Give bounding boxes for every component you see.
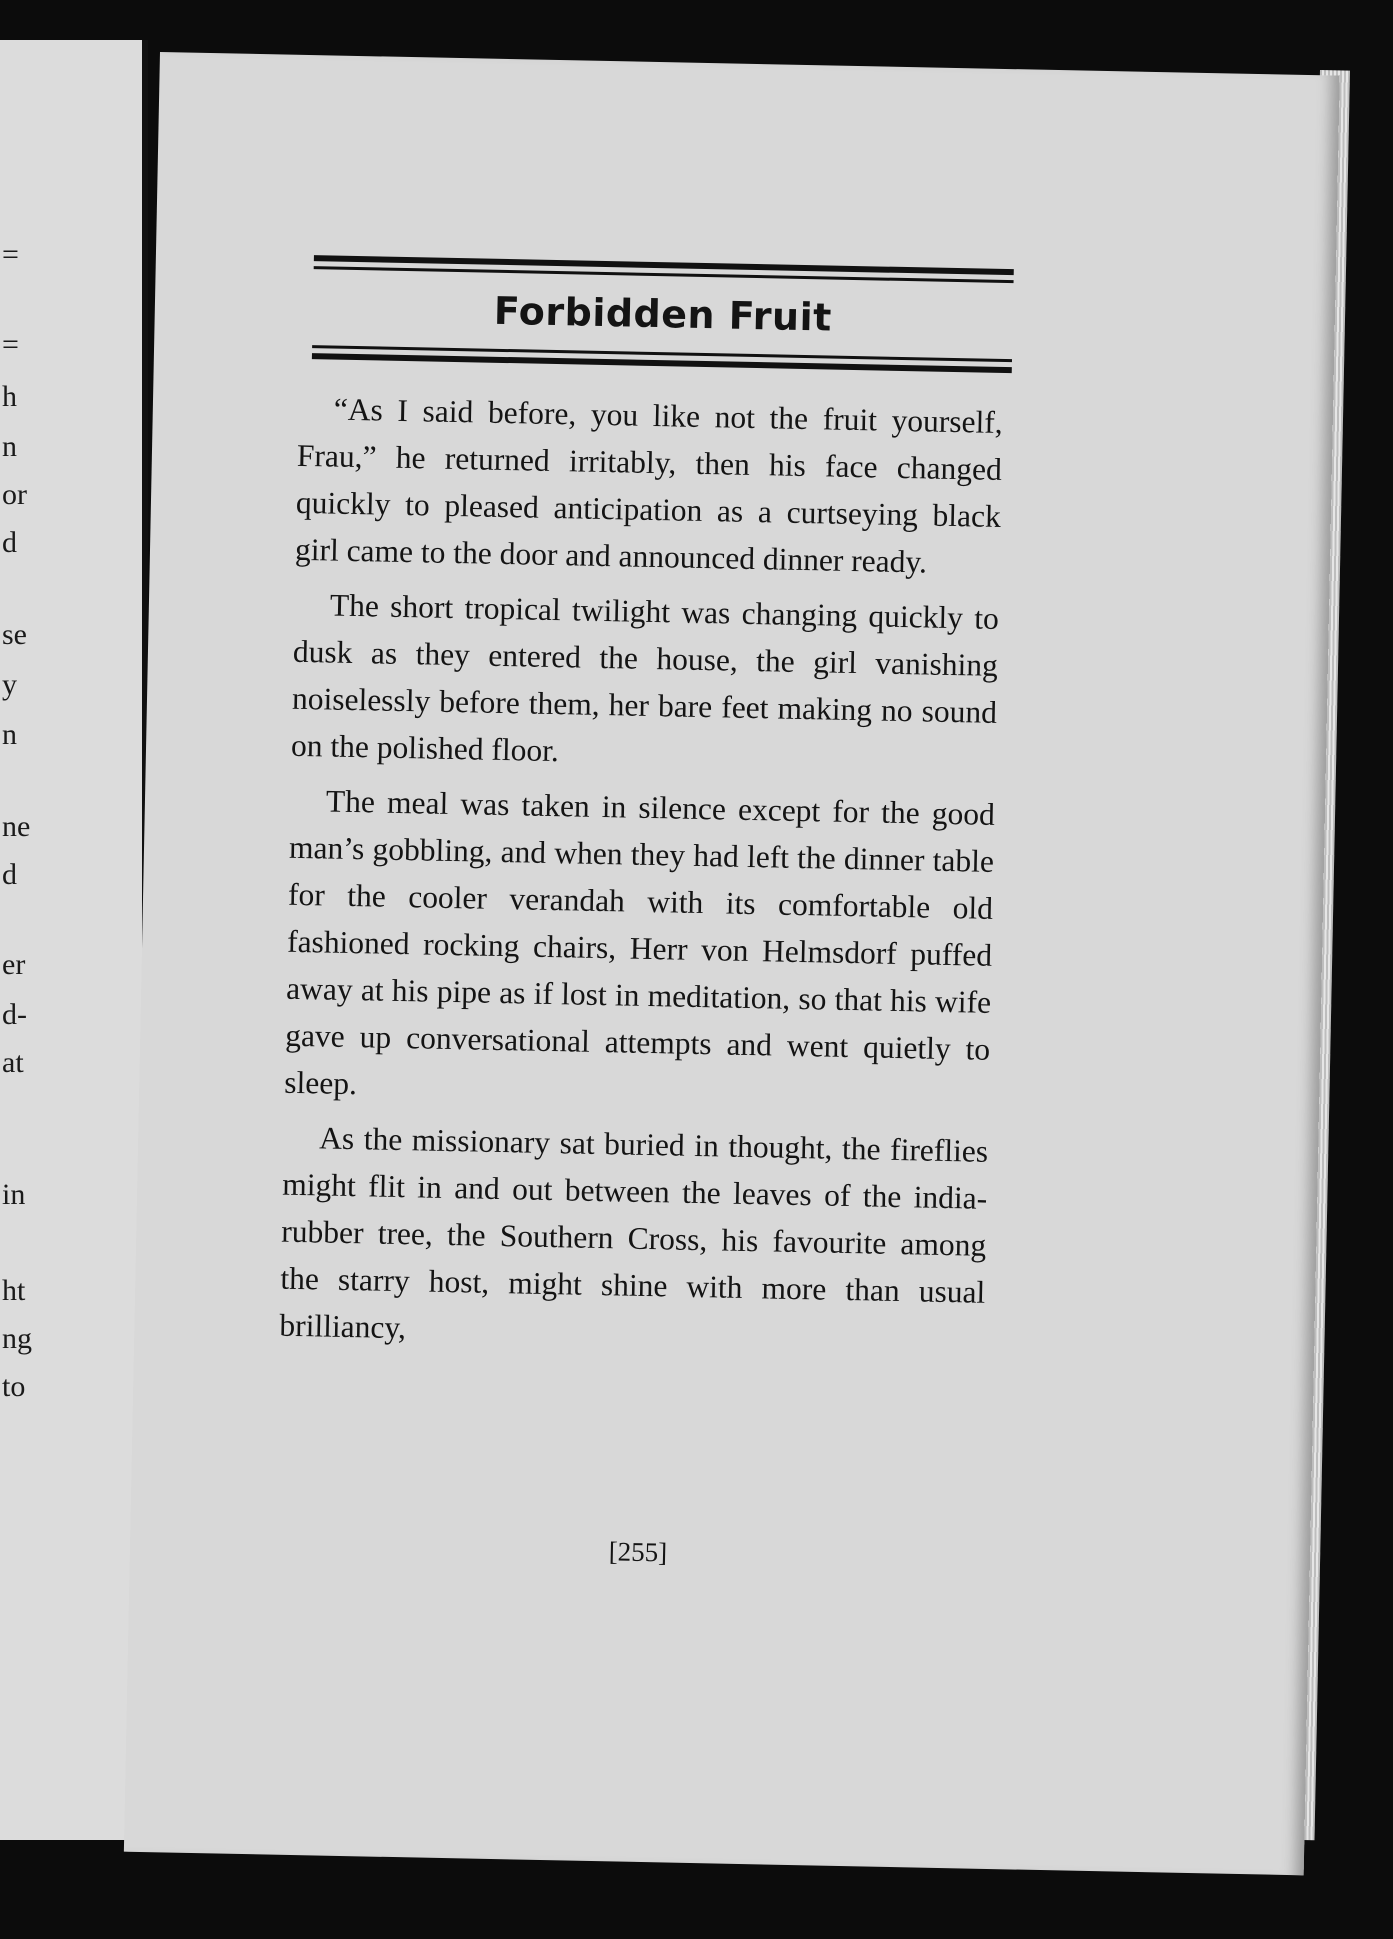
left-page-fragment: to [2, 1370, 26, 1403]
left-page-fragment: se [2, 618, 27, 651]
header-rule-top [314, 255, 1014, 288]
left-page-fragment: er [2, 948, 26, 981]
left-page-fragment: ng [2, 1322, 32, 1355]
paragraph: As the missionary sat buried in thought, the fireflies might flit in and out between the leaves of the india-rubber tree, the Southern Cross, his favourite among the starry host, might shine with more than usual brilliancy, [279, 1120, 989, 1346]
body-text [279, 385, 1003, 1371]
left-page-fragment: in [2, 1178, 26, 1211]
left-page-fragment: h [2, 380, 17, 413]
left-page-fragment: = [2, 328, 19, 361]
page-number: [255] [608, 1536, 668, 1568]
right-page [124, 52, 1340, 1875]
paragraph: “As I said before, you like not the fruit yourself, Frau,” he returned irritably, then his face changed quickly to pleased anticipation as a curtseying black girl came to the door and announced dinner ready. [294, 391, 1004, 580]
left-page-fragment: ne [2, 810, 31, 843]
left-page-fragment: ht [2, 1274, 26, 1307]
left-page [0, 40, 148, 1840]
left-page-fragment: = [2, 238, 19, 271]
left-page-fragment: at [2, 1046, 24, 1079]
left-page-fragment: n [2, 430, 17, 463]
left-page-fragment: d [2, 858, 17, 891]
chapter-title: Forbidden Fruit [493, 288, 833, 340]
left-page-fragment: y [2, 668, 17, 701]
left-page-fragment: d- [2, 998, 27, 1031]
left-page-fragment: n [2, 718, 17, 751]
left-page-fragment: d [2, 526, 17, 559]
header-rule-bottom [312, 345, 1012, 378]
left-page-fragment: or [2, 478, 27, 511]
paragraph: The short tropical twilight was changing quickly to dusk as they entered the house, the girl vanishing noiselessly before them, her bare feet making no sound on the polished floor. [290, 587, 1000, 769]
paragraph: The meal was taken in silence except for the good man’s gobbling, and when they had left the dinner table for the cooler verandah with its comfortable old fashioned rocking chairs, Herr von Helmsdorf puffed away at his pipe as if lost in meditation, so that his wife gave up conversational attempts and went quietly to sleep. [283, 783, 996, 1102]
